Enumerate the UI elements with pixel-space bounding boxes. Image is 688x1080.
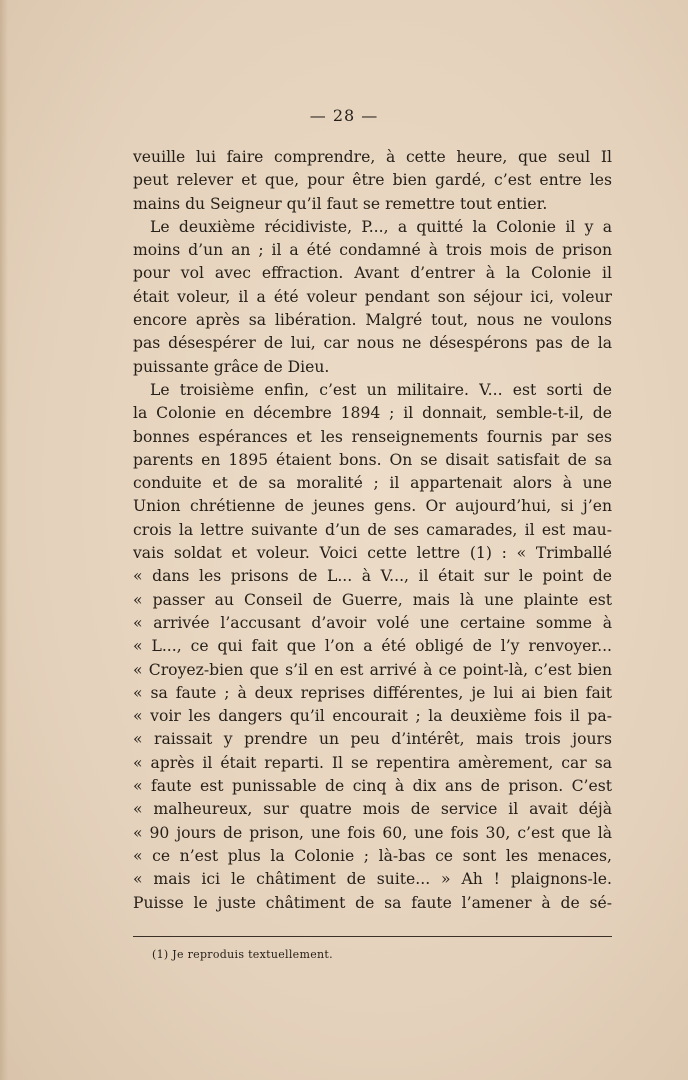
text-line: « malheureux, sur quatre mois de service il avait déjà	[133, 800, 612, 819]
page-number: — 28 —	[309, 106, 379, 125]
text-line: encore après sa libération. Malgré tout, nous ne voulons	[133, 311, 612, 330]
body-text	[133, 146, 612, 915]
text-line: « arrivée l’accusant d’avoir volé une certaine somme à	[133, 613, 612, 632]
text-line: Puisse le juste châtiment de sa faute l’amener à de sé-	[133, 893, 612, 912]
text-line: la Colonie en décembre 1894 ; il donnait, semble-t-il, de	[133, 404, 612, 423]
text-line: « ce n’est plus la Colonie ; là-bas ce sont les menaces,	[133, 846, 612, 865]
text-line: conduite et de sa moralité ; il appartenait alors à une	[133, 474, 612, 493]
text-line: « sa faute ; à deux reprises différentes, je lui ai bien fait	[133, 683, 612, 702]
text-line: Le troisième enfin, c’est un militaire. V... est sorti de	[150, 380, 612, 399]
text-line: moins d’un an ; il a été condamné à trois mois de prison	[133, 241, 612, 260]
page-edge-shadow	[0, 0, 8, 1080]
text-line: Union chrétienne de jeunes gens. Or aujourd’hui, si j’en	[133, 497, 612, 516]
text-line: puissante grâce de Dieu.	[133, 357, 330, 376]
text-line: « L..., ce qui fait que l’on a été obligé de l’y renvoyer...	[133, 637, 612, 656]
text-line: peut relever et que, pour être bien gardé, c’est entre les	[133, 171, 612, 190]
text-line: bonnes espérances et les renseignements fournis par ses	[133, 427, 612, 446]
text-line: vais soldat et voleur. Voici cette lettre (1) : « Trimballé	[133, 544, 612, 563]
footnote-divider	[133, 936, 612, 937]
text-line: pas désespérer de lui, car nous ne désespérons pas de la	[133, 334, 612, 353]
text-line: « passer au Conseil de Guerre, mais là une plainte est	[133, 590, 612, 609]
text-line: « 90 jours de prison, une fois 60, une fois 30, c’est que là	[133, 823, 612, 842]
text-line: mains du Seigneur qu’il faut se remettre tout entier.	[133, 194, 548, 213]
text-line: était voleur, il a été voleur pendant son séjour ici, voleur	[133, 287, 612, 306]
text-line: « voir les dangers qu’il encourait ; la deuxième fois il pa-	[133, 707, 612, 726]
text-line: « dans les prisons de L... à V..., il était sur le point de	[133, 567, 612, 586]
text-line: pour vol avec effraction. Avant d’entrer à la Colonie il	[133, 264, 612, 283]
text-line: « Croyez-bien que s’il en est arrivé à ce point-là, c’est bien	[133, 660, 612, 679]
text-line: « mais ici le châtiment de suite... » Ah ! plaignons-le.	[133, 870, 612, 889]
text-line: crois la lettre suivante d’un de ses camarades, il est mau-	[133, 520, 612, 539]
text-line: Le deuxième récidiviste, P..., a quitté la Colonie il y a	[150, 217, 612, 236]
text-line: « raissait y prendre un peu d’intérêt, mais trois jours	[133, 730, 612, 749]
text-line: « après il était reparti. Il se repentira amèrement, car sa	[133, 753, 612, 772]
text-line: parents en 1895 étaient bons. On se disait satisfait de sa	[133, 450, 612, 469]
footnote: (1) Je reproduis textuellement.	[152, 948, 333, 961]
text-line: « faute est punissable de cinq à dix ans de prison. C’est	[133, 777, 612, 796]
text-line: veuille lui faire comprendre, à cette heure, que seul Il	[133, 148, 612, 166]
